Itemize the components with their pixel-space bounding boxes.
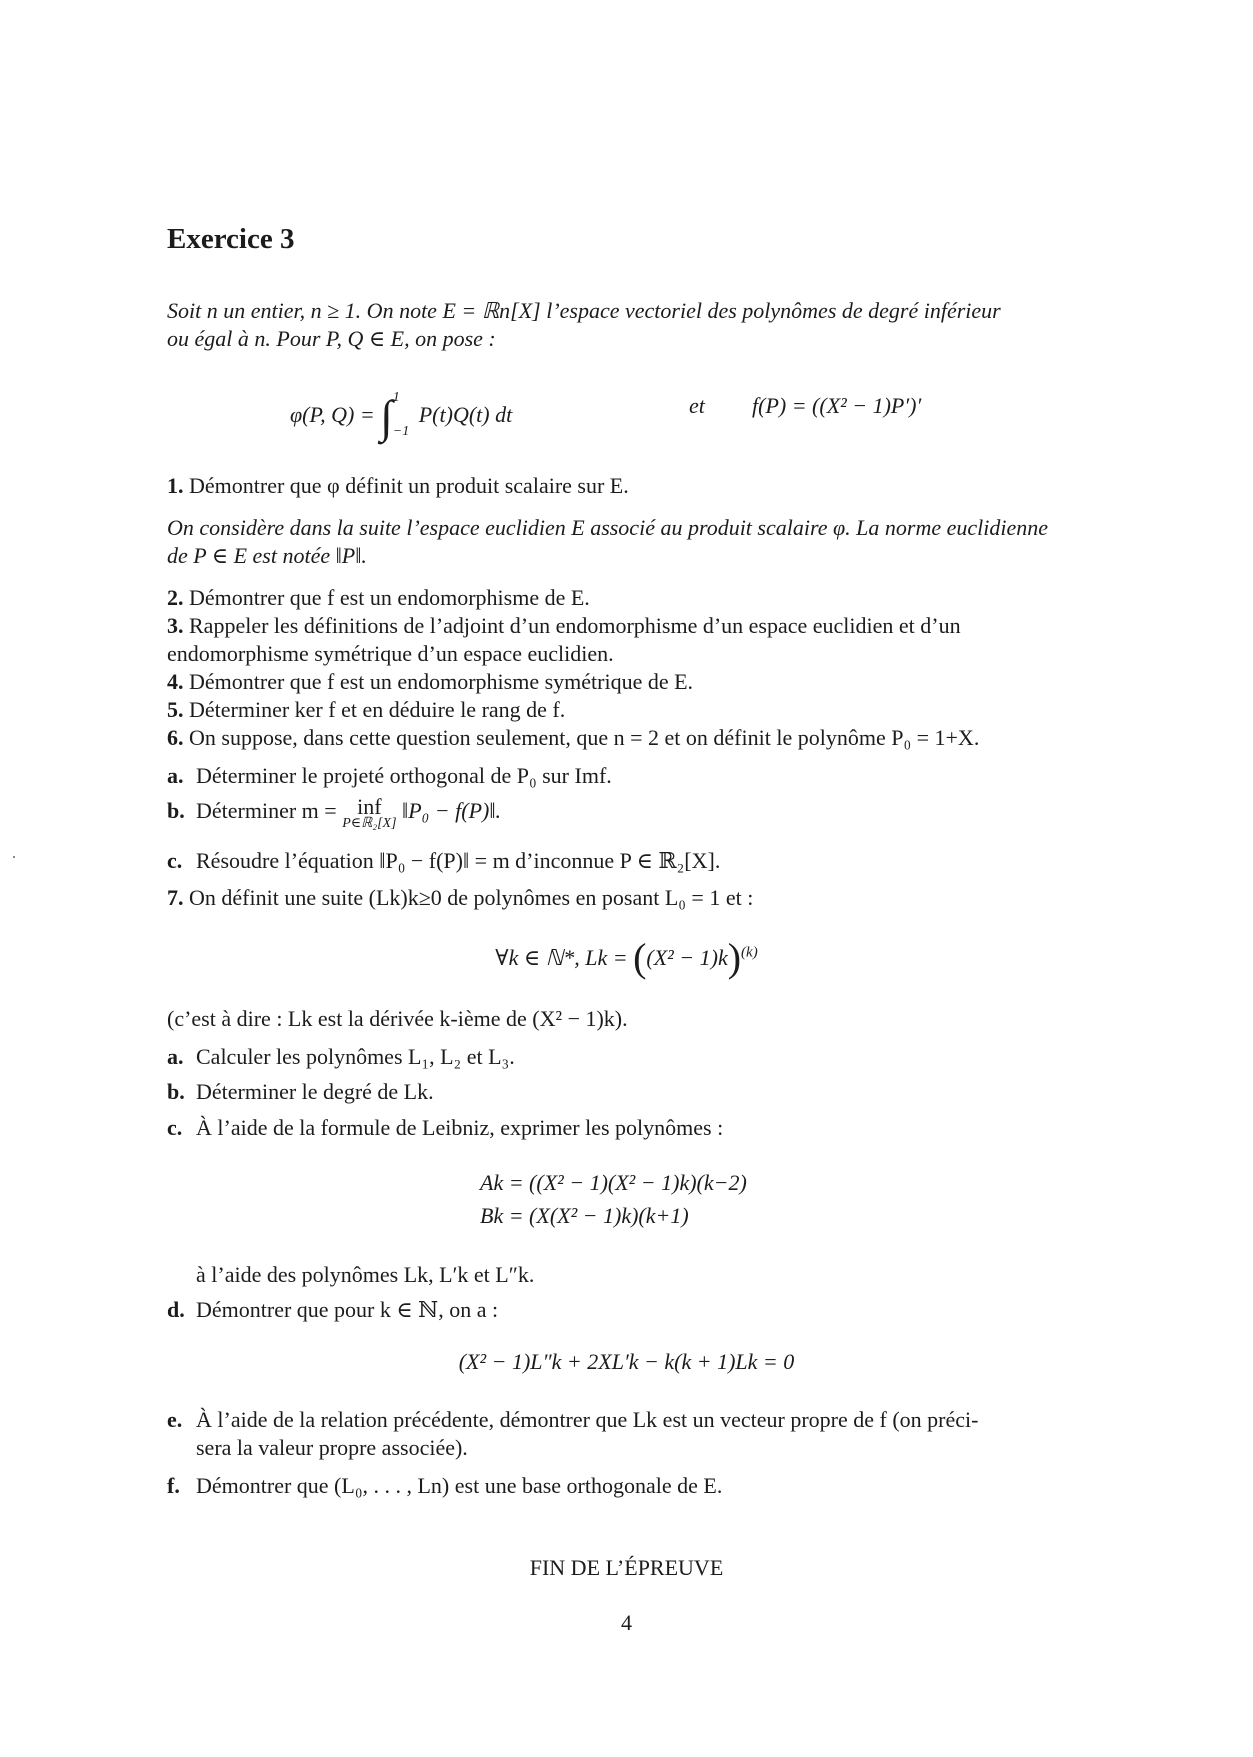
- question-6c: [167, 847, 720, 875]
- f-definition: f(P) = ((X² − 1)P′)′: [752, 393, 922, 418]
- q7c-text: À l’aide de la formule de Leibniz, exprimer les polynômes :: [196, 1115, 724, 1140]
- q7f-label: f.: [167, 1473, 180, 1498]
- integral-sign: ∫: [380, 391, 393, 443]
- equation-B: Bk = (X(X² − 1)k)(k+1): [480, 1203, 689, 1228]
- q2-number: 2.: [167, 585, 184, 610]
- lk-definition: [0, 935, 1253, 980]
- q6a-label: a.: [167, 763, 184, 788]
- q7f-text: Démontrer que (L₀, . . . , Ln) est une base orthogonale de E.: [196, 1473, 723, 1498]
- q5-number: 5.: [167, 697, 184, 722]
- question-2: [167, 584, 1097, 612]
- q4-text: Démontrer que f est un endomorphisme symétrique de E.: [189, 669, 694, 694]
- intro-line-2: ou égal à n. Pour P, Q ∈ E, on pose :: [167, 326, 496, 351]
- q6b-text: Déterminer m =: [196, 798, 337, 823]
- intro-line-1: Soit n un entier, n ≥ 1. On note E = ℝn[X] l’espace vectoriel des polynômes de degré inférieur: [167, 298, 1001, 323]
- q1-text: Démontrer que φ définit un produit scalaire sur E.: [189, 473, 629, 498]
- q3-text-1: Rappeler les définitions de l’adjoint d’un endomorphisme d’un espace euclidien et d’un: [189, 613, 961, 638]
- question-6: [167, 724, 1097, 752]
- equation-A: Ak = ((X² − 1)(X² − 1)k)(k−2): [480, 1170, 747, 1195]
- q7a-text: Calculer les polynômes L₁, L₂ et L₃.: [196, 1044, 515, 1069]
- paren-open: (: [633, 935, 647, 980]
- end-of-exam: FIN DE L’ÉPREUVE: [529, 1555, 724, 1580]
- q2-text: Démontrer que f est un endomorphisme de E.: [189, 585, 590, 610]
- margin-mark: [13, 856, 15, 858]
- q7d-label: d.: [167, 1297, 185, 1322]
- question-7d: [167, 1296, 498, 1324]
- q7a-label: a.: [167, 1044, 184, 1069]
- q7e-label: e.: [167, 1407, 183, 1432]
- q3-number: 3.: [167, 613, 184, 638]
- q6b-label: b.: [167, 798, 185, 823]
- q7c-label: c.: [167, 1115, 183, 1140]
- question-1: [167, 472, 1097, 500]
- q7d-text: Démontrer que pour k ∈ ℕ, on a :: [196, 1297, 499, 1322]
- inf-subscript: P∈ℝ₂[X]: [342, 816, 397, 831]
- integral-lower: −1: [392, 424, 410, 439]
- question-4: [167, 668, 1097, 696]
- lk-derivative-order: (k): [741, 944, 758, 961]
- differential-equation: (X² − 1)L″k + 2XL′k − k(k + 1)Lk = 0: [458, 1349, 795, 1374]
- phi-definition: [290, 392, 512, 442]
- q1-number: 1.: [167, 473, 184, 498]
- integral-limits: [393, 390, 409, 440]
- q4-number: 4.: [167, 669, 184, 694]
- question-7: [167, 884, 1097, 912]
- q6c-text: Résoudre l’équation ‖P₀ − f(P)‖ = m d’inconnue P ∈ ℝ₂[X].: [196, 848, 721, 873]
- question-3-line-1: [167, 612, 1097, 640]
- integral-upper: 1: [392, 390, 400, 405]
- q6b-expression: ‖P₀ − f(P)‖.: [402, 798, 502, 823]
- paren-close: ): [727, 935, 742, 980]
- q6a-text: Déterminer le projeté orthogonal de P₀ sur Imf.: [196, 763, 612, 788]
- question-5: [167, 696, 1097, 724]
- question-7f: [167, 1472, 722, 1500]
- question-7c-end: à l’aide des polynômes Lk, L′k et L″k.: [196, 1262, 535, 1287]
- et-connector: et: [689, 393, 705, 418]
- question-7a: [167, 1043, 515, 1071]
- inf-word: inf: [357, 794, 382, 819]
- phi-rhs: P(t)Q(t) dt: [418, 402, 513, 428]
- question-7e-line-2: sera la valeur propre associée).: [196, 1435, 468, 1460]
- page-number: 4: [621, 1610, 632, 1635]
- context-line-1: On considère dans la suite l’espace euclidien E associé au produit scalaire φ. La norme euclidienne: [167, 515, 1048, 540]
- q6c-label: c.: [167, 848, 183, 873]
- phi-lhs: φ(P, Q) =: [290, 402, 375, 428]
- question-7c: [167, 1114, 723, 1142]
- q7b-text: Déterminer le degré de Lk.: [196, 1079, 434, 1104]
- q7b-label: b.: [167, 1079, 185, 1104]
- q7-text: On définit une suite (Lk)k≥0 de polynômes en posant L₀ = 1 et :: [189, 885, 754, 910]
- q7e-text-1: À l’aide de la relation précédente, démontrer que Lk est un vecteur propre de f (on préci-: [196, 1407, 979, 1432]
- q6-number: 6.: [167, 725, 184, 750]
- clarification: (c’est à dire : Lk est la dérivée k-ième de (X² − 1)k).: [167, 1006, 628, 1031]
- context-line-2: de P ∈ E est notée ‖P‖.: [167, 543, 367, 568]
- lk-lhs: ∀k ∈ ℕ*, Lk =: [495, 945, 628, 970]
- lk-inner: (X² − 1)k: [646, 945, 728, 970]
- q5-text: Déterminer ker f et en déduire le rang de f.: [189, 697, 566, 722]
- question-6b: [167, 794, 502, 831]
- q7-number: 7.: [167, 885, 184, 910]
- q6-text: On suppose, dans cette question seulement, que n = 2 et on définit le polynôme P₀ = 1+X.: [189, 725, 980, 750]
- question-3-line-2: endomorphisme symétrique d’un espace euclidien.: [167, 641, 614, 666]
- question-6a: [167, 762, 612, 790]
- exercise-title: Exercice 3: [167, 223, 295, 255]
- infimum: [342, 794, 397, 831]
- question-7b: [167, 1078, 434, 1106]
- question-7e-line-1: [167, 1406, 978, 1434]
